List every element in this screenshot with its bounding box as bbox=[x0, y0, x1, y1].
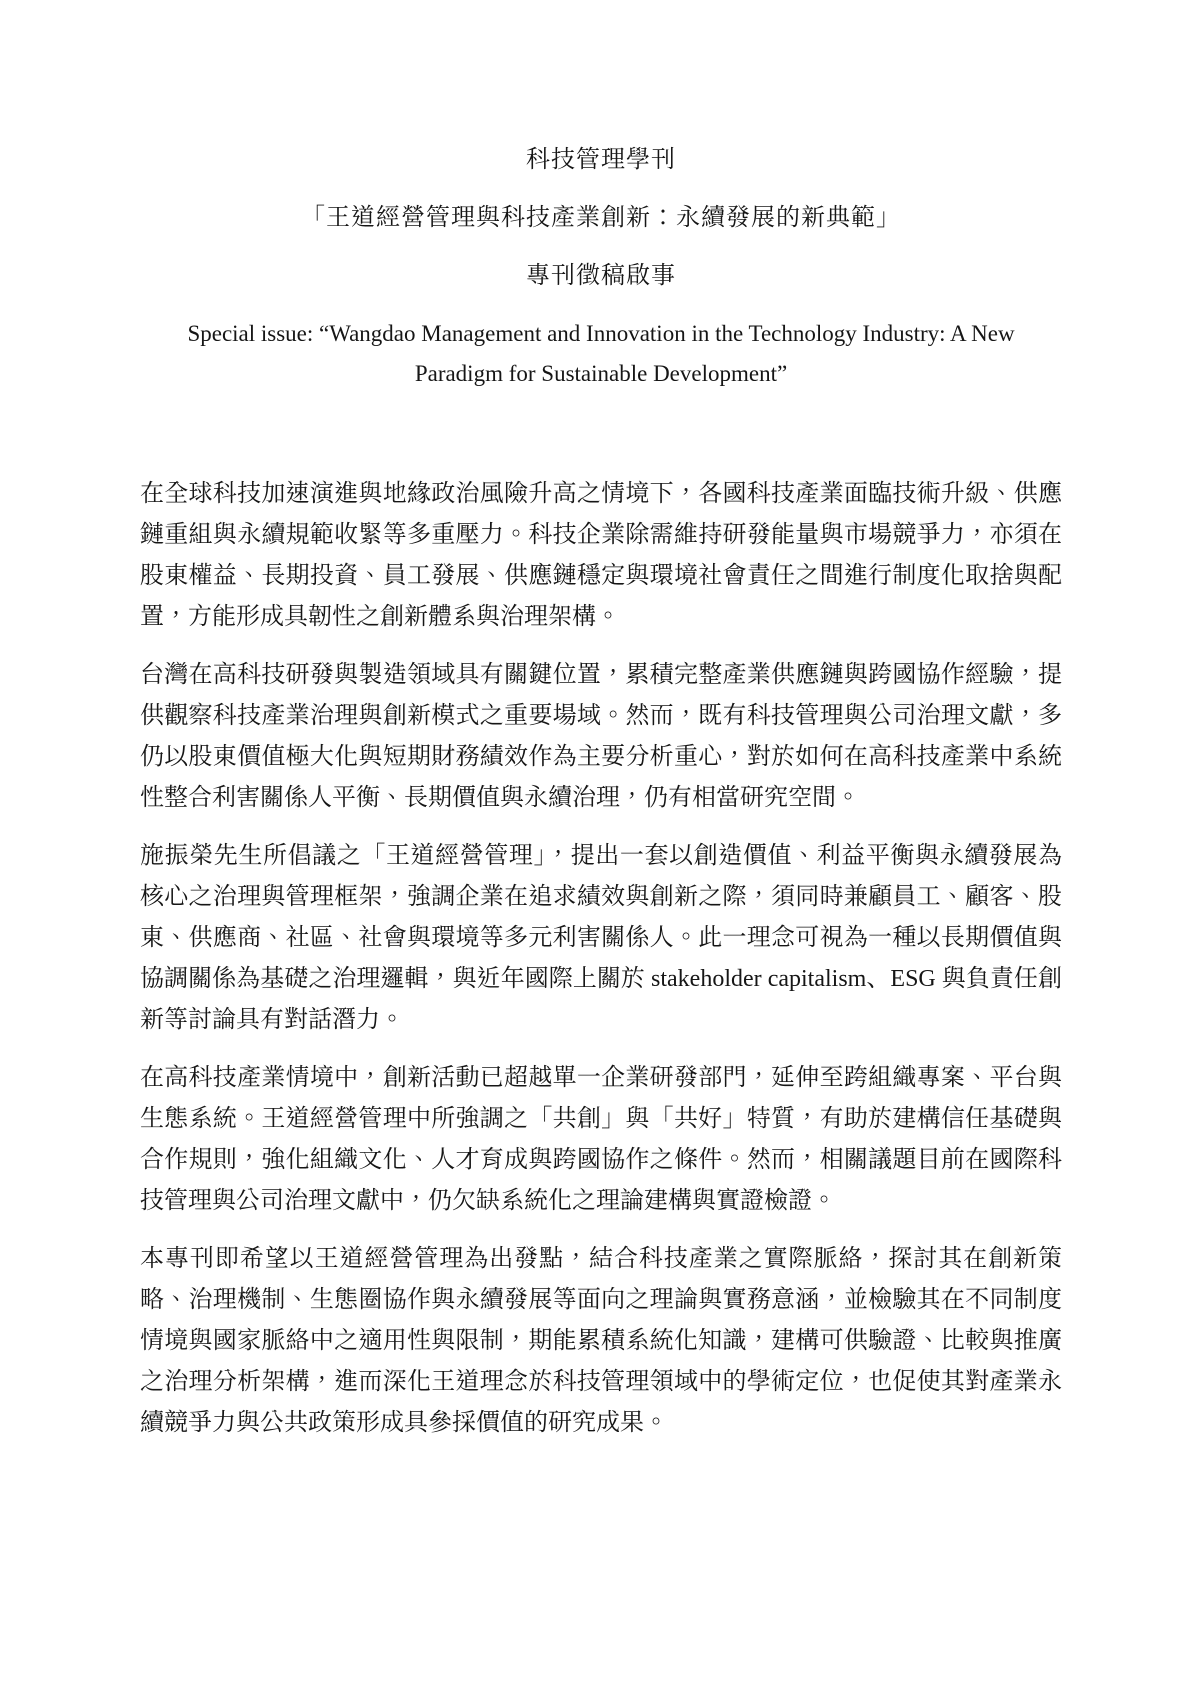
paragraph-innovation-ecosystem: 在高科技產業情境中，創新活動已超越單一企業研發部門，延伸至跨組織專案、平台與生態系統。王道經營管理中所強調之「共創」與「共好」特質，有助於建構信任基礎與合作規則，強化組織文化、人才育成與跨國協作之條件。然而，相關議題目前在國際科技管理與公司治理文獻中，仍欠缺系統化之理論建構與實證檢證。 bbox=[140, 1065, 1062, 1214]
journal-title: 科技管理學刊 bbox=[526, 147, 676, 173]
document-header bbox=[140, 146, 1062, 394]
paragraph-wangdao-concept: 施振榮先生所倡議之「王道經營管理」，提出一套以創造價值、利益平衡與永續發展為核心之治理與管理框架，強調企業在追求績效與創新之際，須同時兼顧員工、顧客、股東、供應商、社區、社會與環境等多元利害關係人。此一理念可視為一種以長期價值與協調關係為基礎之治理邏輯，與近年國際上關於 stakeholder capitalism、ESG 與負責任創新等討論具有對話潛力。 bbox=[140, 843, 1062, 1033]
call-for-papers-label: 專刊徵稿啟事 bbox=[526, 263, 676, 289]
special-issue-title-en bbox=[140, 314, 1062, 394]
special-issue-title-zh: 「王道經營管理與科技產業創新：永續發展的新典範」 bbox=[301, 205, 901, 231]
paragraph-special-issue-aims: 本專刊即希望以王道經營管理為出發點，結合科技產業之實際脈絡，探討其在創新策略、治理機制、生態圈協作與永續發展等面向之理論與實務意涵，並檢驗其在不同制度情境與國家脈絡中之適用性與限制，期能累積系統化知識，建構可供驗證、比較與推廣之治理分析架構，進而深化王道理念於科技管理領域中的學術定位，也促使其對產業永續競爭力與公共政策形成具參採價值的研究成果。 bbox=[140, 1246, 1062, 1436]
special-issue-title-en-line2: Paradigm for Sustainable Development” bbox=[414, 361, 788, 386]
paragraph-global-pressures: 在全球科技加速演進與地緣政治風險升高之情境下，各國科技產業面臨技術升級、供應鏈重組與永續規範收緊等多重壓力。科技企業除需維持研發能量與市場競爭力，亦須在股東權益、長期投資、員工發展、供應鏈穩定與環境社會責任之間進行制度化取捨與配置，方能形成具韌性之創新體系與治理架構。 bbox=[140, 481, 1062, 630]
paragraph-taiwan-context: 台灣在高科技研發與製造領域具有關鍵位置，累積完整產業供應鏈與跨國協作經驗，提供觀察科技產業治理與創新模式之重要場域。然而，既有科技管理與公司治理文獻，多仍以股東價值極大化與短期財務績效作為主要分析重心，對於如何在高科技產業中系統性整合利害關係人平衡、長期價值與永續治理，仍有相當研究空間。 bbox=[140, 662, 1062, 811]
document-body bbox=[140, 474, 1062, 1444]
special-issue-title-en-line1: Special issue: “Wangdao Management and Innovation in the Technology Industry: A New bbox=[187, 321, 1015, 346]
